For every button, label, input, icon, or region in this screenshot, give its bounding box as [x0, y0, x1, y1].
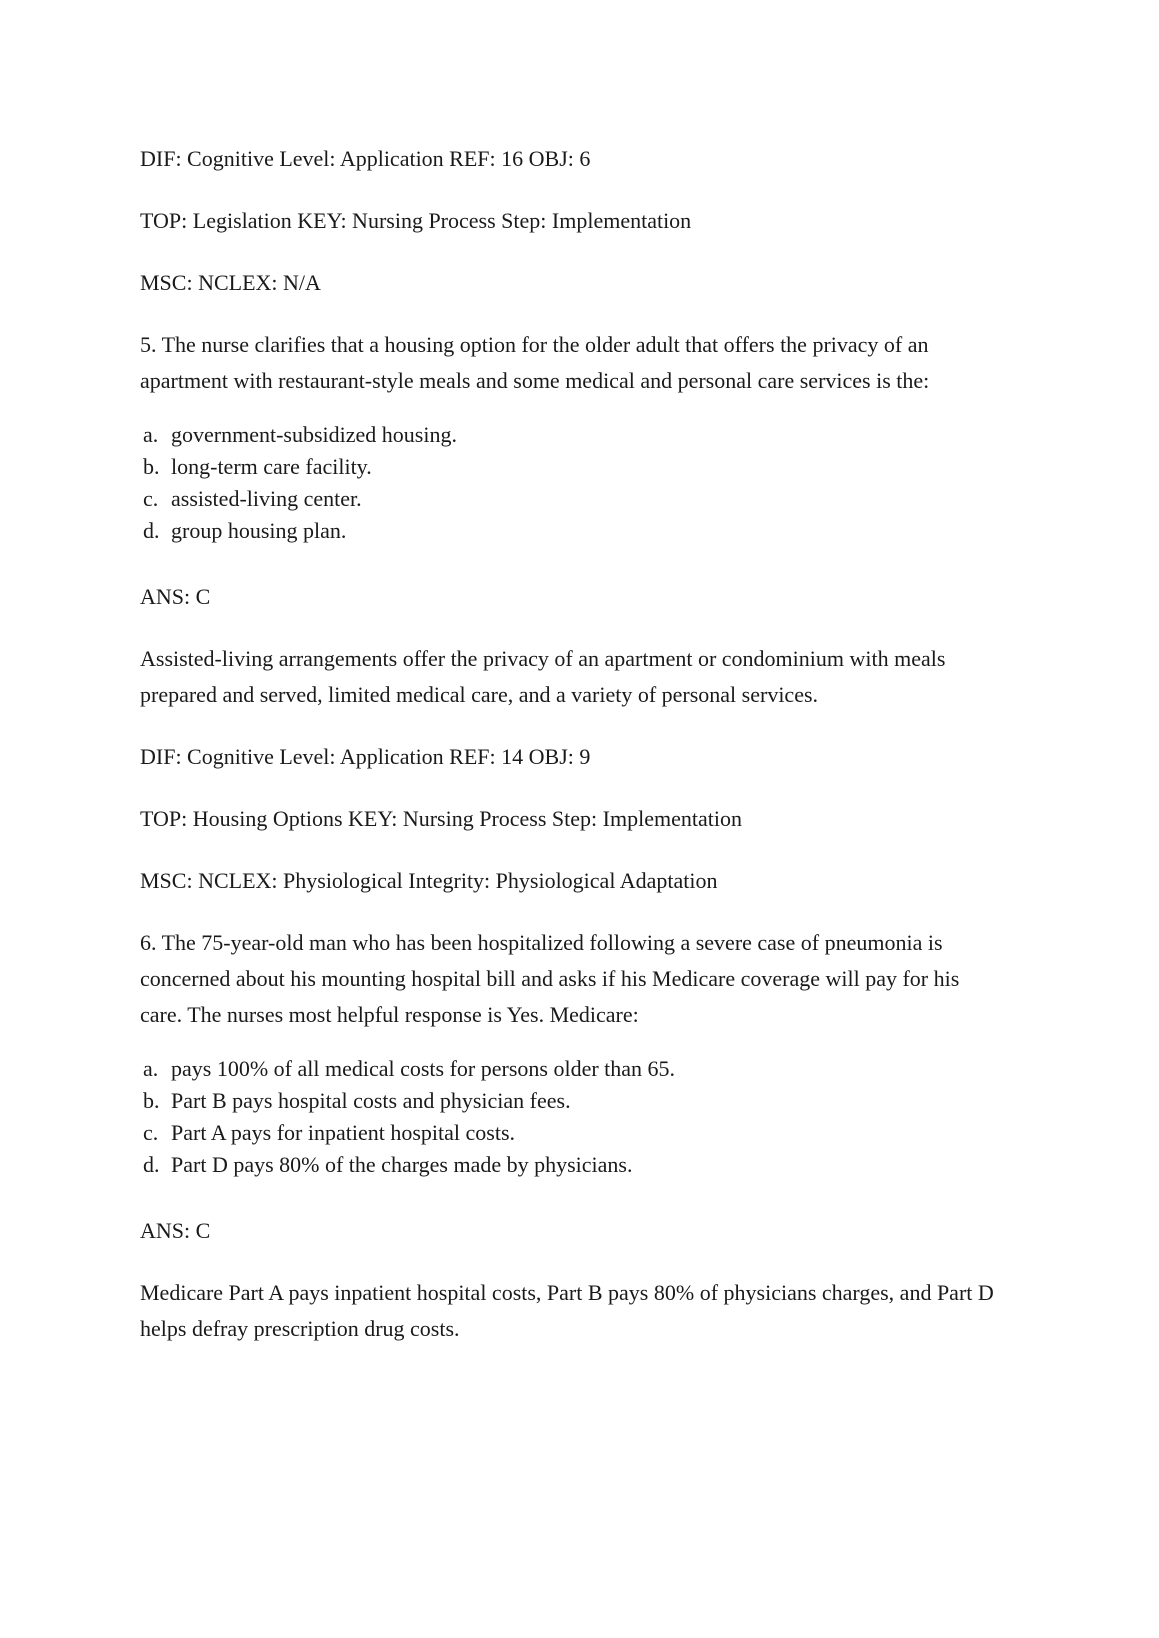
- question-5-dif: DIF: Cognitive Level: Application REF: 14 OBJ: 9: [140, 744, 591, 769]
- question-6-answer: ANS: C: [140, 1218, 211, 1243]
- top-line: TOP: Legislation KEY: Nursing Process Step: Implementation: [140, 208, 692, 233]
- dif-line: DIF: Cognitive Level: Application REF: 16 OBJ: 6: [140, 146, 591, 171]
- question-6-rationale-line-1: Medicare Part A pays inpatient hospital costs, Part B pays 80% of physicians charges, and Part D: [140, 1280, 994, 1305]
- question-5-option-d: [143, 514, 346, 548]
- option-letter: d.: [143, 1152, 160, 1177]
- option-letter: a.: [143, 1056, 159, 1081]
- question-6-stem-line-1: 6. The 75-year-old man who has been hospitalized following a severe case of pneumonia is: [140, 930, 943, 955]
- option-letter: a.: [143, 422, 159, 447]
- question-5-option-b: [143, 450, 372, 484]
- question-5-option-c: [143, 482, 362, 516]
- question-5-rationale-line-1: Assisted-living arrangements offer the privacy of an apartment or condominium with meals: [140, 646, 946, 671]
- option-letter: b.: [143, 454, 160, 479]
- question-6-rationale-line-2: helps defray prescription drug costs.: [140, 1316, 460, 1341]
- question-6-stem-line-3: care. The nurses most helpful response is Yes. Medicare:: [140, 1002, 639, 1027]
- option-letter: d.: [143, 518, 160, 543]
- question-5-stem-line-2: apartment with restaurant-style meals and some medical and personal care services is the:: [140, 368, 930, 393]
- question-6-option-d: [143, 1148, 632, 1182]
- option-text: Part D pays 80% of the charges made by physicians.: [171, 1152, 633, 1177]
- question-5-rationale-line-2: prepared and served, limited medical care, and a variety of personal services.: [140, 682, 819, 707]
- question-6-option-b: [143, 1084, 571, 1118]
- option-text: long-term care facility.: [171, 454, 372, 479]
- question-5-top: TOP: Housing Options KEY: Nursing Process Step: Implementation: [140, 806, 742, 831]
- option-letter: c.: [143, 486, 159, 511]
- option-letter: c.: [143, 1120, 159, 1145]
- question-5-msc: MSC: NCLEX: Physiological Integrity: Physiological Adaptation: [140, 868, 718, 893]
- option-text: pays 100% of all medical costs for persons older than 65.: [171, 1056, 676, 1081]
- question-6-stem-line-2: concerned about his mounting hospital bill and asks if his Medicare coverage will pay for his: [140, 966, 960, 991]
- option-text: assisted-living center.: [171, 486, 362, 511]
- option-text: government-subsidized housing.: [171, 422, 457, 447]
- option-text: Part A pays for inpatient hospital costs.: [171, 1120, 516, 1145]
- question-5-stem-line-1: 5. The nurse clarifies that a housing option for the older adult that offers the privacy of an: [140, 332, 929, 357]
- msc-line: MSC: NCLEX: N/A: [140, 270, 321, 295]
- question-5-answer: ANS: C: [140, 584, 211, 609]
- option-text: Part B pays hospital costs and physician fees.: [171, 1088, 571, 1113]
- question-6-option-c: [143, 1116, 515, 1150]
- question-5-option-a: [143, 418, 457, 452]
- option-letter: b.: [143, 1088, 160, 1113]
- question-6-option-a: [143, 1052, 675, 1086]
- option-text: group housing plan.: [171, 518, 347, 543]
